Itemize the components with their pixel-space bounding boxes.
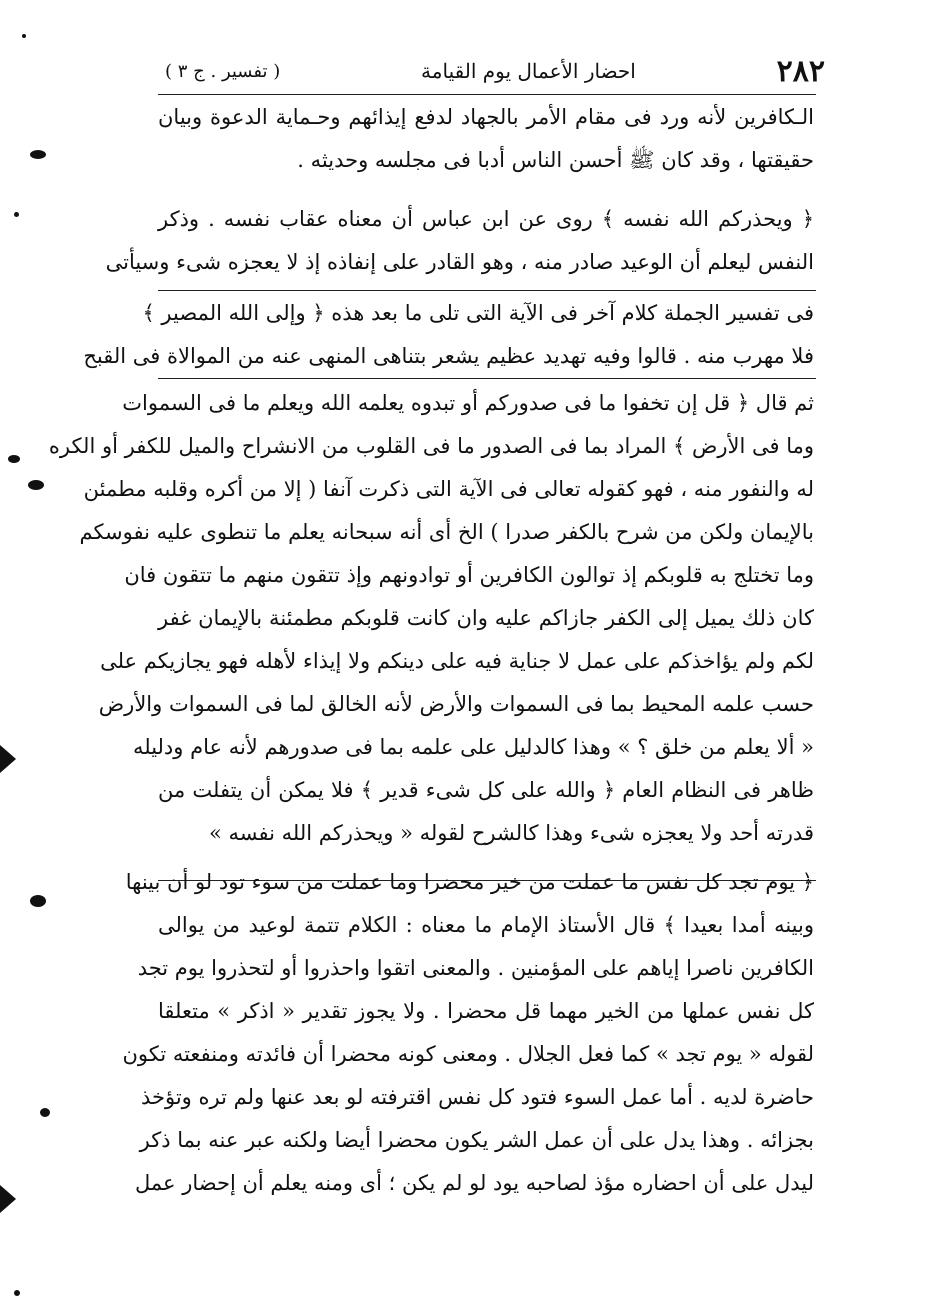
page-header (165, 50, 825, 92)
scan-speck (14, 1290, 20, 1296)
binding-mark (0, 745, 16, 773)
scan-speck (30, 895, 46, 907)
text-line: لكم ولم يؤاخذكم على عمل لا جناية فيه على دينكم ولا إيذاء لأهله فهو يجازيكم على (100, 649, 814, 673)
text-line: وما فى الأرض ﴾ المراد بما فى الصدور ما فى القلوب من الانشراح والميل للكفر أو الكره (48, 434, 814, 458)
text-line: الكافرين ناصرا إياهم على المؤمنين . والمعنى اتقوا واحذروا أو لتحذروا يوم تجد (137, 956, 814, 980)
text-line: ثم قال ﴿ قل إن تخفوا ما فى صدوركم أو تبدوه يعلمه الله ويعلم ما فى السموات (122, 391, 814, 415)
scan-speck (8, 455, 20, 463)
text-line: كل نفس عملها من الخير مهما قل محضرا . ولا يجوز تقدير « اذكر » متعلقا (158, 999, 814, 1023)
text-line: لقوله « يوم تجد » كما فعل الجلال . ومعنى كونه محضرا أن فائدته ومنفعته تكون (122, 1042, 814, 1066)
text-line: فلا مهرب منه . قالوا وفيه تهديد عظيم يشعر بتناهى المنهى عنه من الموالاة فى القبح (83, 344, 814, 368)
scan-speck (28, 480, 44, 490)
text-line: ﴿ يوم تجد كل نفس ما عملت من خير محضرا وما عملت من سوء تود لو أن بينها (125, 870, 814, 894)
text-line: حسب علمه المحيط بما فى السموات والأرض لأنه الخالق لما فى السموات والأرض (98, 692, 814, 716)
text-line: النفس ليعلم أن الوعيد صادر منه ، وهو القادر على إنفاذه إذ لا يعجزه شىء وسيأتى (105, 250, 814, 274)
text-line: بالإيمان ولكن من شرح بالكفر صدرا ) الخ أى أنه سبحانه يعلم ما تنطوى عليه نفوسكم (79, 520, 814, 544)
body-text (48, 96, 814, 1205)
running-title: احضار الأعمال يوم القيامة (421, 59, 636, 83)
text-line: بجزائه . وهذا يدل على أن عمل الشر يكون محضرا أيضا ولكنه عبر عنه بما ذكر (139, 1128, 814, 1152)
text-line: له والنفور منه ، فهو كقوله تعالى فى الآية التى ذكرت آنفا ( إلا من أكره وقلبه مطمئن (83, 477, 814, 501)
header-rule (158, 94, 816, 95)
binding-mark (0, 1185, 16, 1213)
text-line: قدرته أحد ولا يعجزه شىء وهذا كالشرح لقوله « ويحذركم الله نفسه » (208, 821, 814, 845)
scan-speck (30, 150, 46, 159)
text-line: « ألا يعلم من خلق ؟ » وهذا كالدليل على علمه بما فى صدورهم لأنه عام ودليله (132, 735, 814, 759)
text-line: كان ذلك يميل إلى الكفر جازاكم عليه وان كانت قلوبكم مطمئنة بالإيمان غفر (158, 606, 814, 630)
text-line: وما تختلج به قلوبكم إذ توالون الكافرين أو توادونهم وإذ تتقون منهم ما تتقون فان (124, 563, 814, 587)
text-line: ليدل على أن احضاره مؤذ لصاحبه يود لو لم يكن ؛ أى ومنه يعلم أن إحضار عمل (135, 1171, 814, 1195)
text-line: ﴿ ويحذركم الله نفسه ﴾ روى عن ابن عباس أن معناه عقاب نفسه . وذكر (158, 207, 814, 231)
text-line: ظاهر فى النظام العام ﴿ والله على كل شىء قدير ﴾ فلا يمكن أن يتفلت من (158, 778, 814, 802)
text-line: حقيقتها ، وقد كان ﷺ أحسن الناس أدبا فى مجلسه وحديثه . (297, 148, 814, 172)
scan-speck (14, 212, 19, 217)
text-line: الـكافرين لأنه ورد فى مقام الأمر بالجهاد لدفع إيذائهم وحـماية الدعوة وبيان (158, 105, 814, 129)
volume-label: ( تفسير . ج ٣ ) (165, 60, 281, 82)
page-number: ٢٨٢ (776, 53, 825, 89)
scan-speck (22, 34, 26, 38)
text-line: وبينه أمدا بعيدا ﴾ قال الأستاذ الإمام ما معناه : الكلام تتمة لوعيد من يوالى (158, 913, 814, 937)
text-line: فى تفسير الجملة كلام آخر فى الآية التى تلى ما بعد هذه ﴿ وإلى الله المصير ﴾ (142, 301, 814, 325)
scan-speck (40, 1108, 50, 1117)
text-line: حاضرة لديه . أما عمل السوء فتود كل نفس اقترفته لو بعد عنها ولم تره وتؤخذ (140, 1085, 814, 1109)
